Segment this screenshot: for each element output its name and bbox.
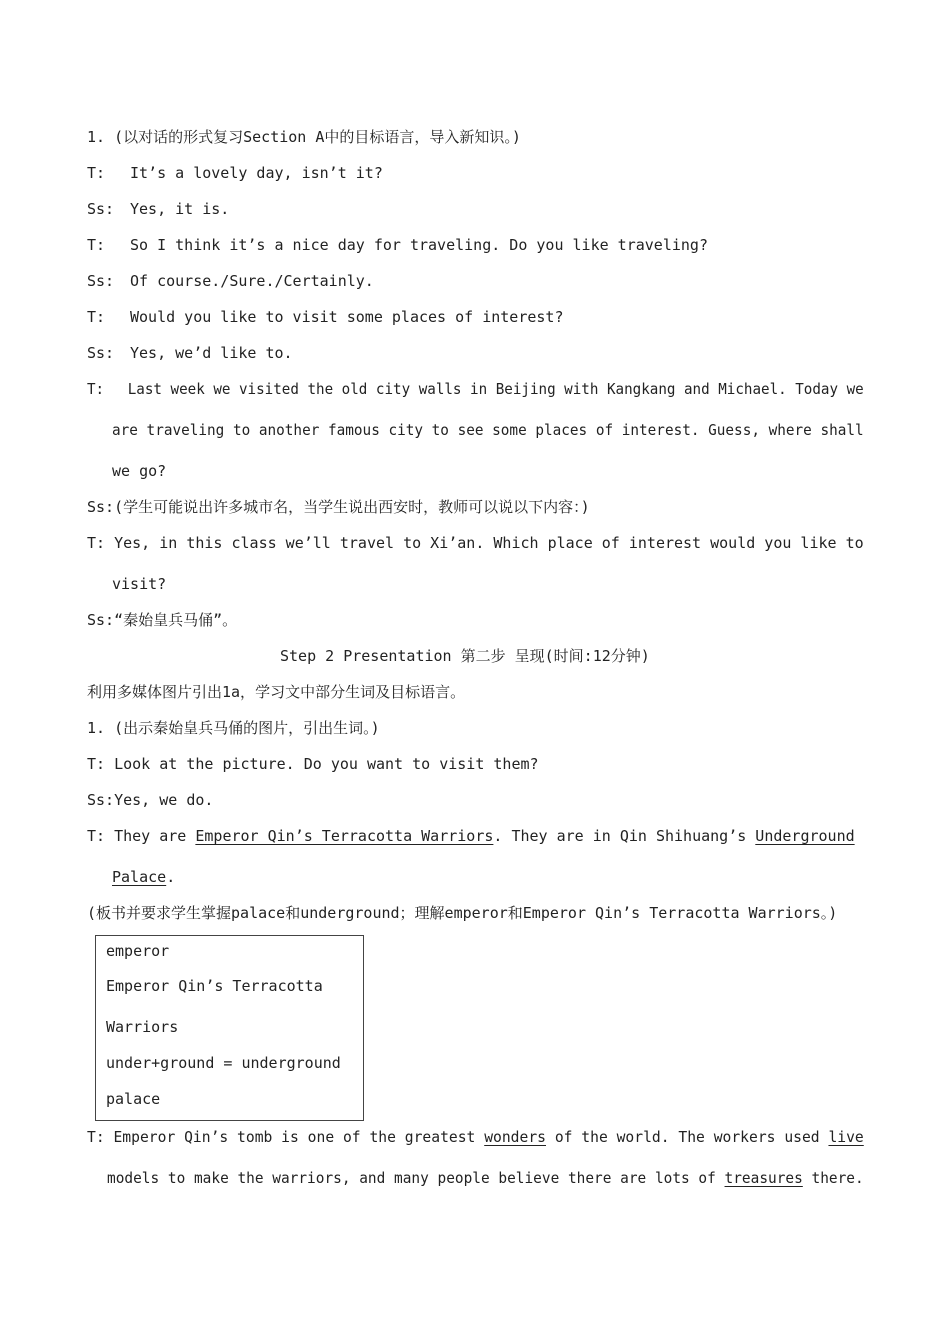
speaker-label: Ss: <box>87 272 115 290</box>
speaker-label: T: <box>87 308 106 326</box>
speaker-label: T: <box>87 236 106 254</box>
dialogue-continuation <box>107 1168 864 1188</box>
speaker-label: T: <box>87 164 106 182</box>
dialogue-line: Ss:Yes, we do. <box>87 791 214 809</box>
speaker-label: Ss: <box>87 344 115 362</box>
dialogue-text: Of course./Sure./Certainly. <box>130 272 374 290</box>
dialogue-text: there. <box>802 1169 864 1187</box>
blackboard-box <box>95 935 364 1121</box>
board-word: emperor <box>106 942 170 960</box>
review-instruction: 1. (以对话的形式复习Section A中的目标语言，导入新知识。) <box>87 128 521 146</box>
dialogue-line: T: Yes, in this class we’ll travel to Xi’an. Which place of interest would you like to <box>87 534 864 552</box>
dialogue-text: Last week we visited the old city walls in Beijing with Kangkang and Michael. Today we <box>127 380 864 398</box>
vocab-underlined: Palace <box>112 868 167 886</box>
step-heading: Step 2 Presentation 第二步 呈现(时间:12分钟) <box>280 647 650 665</box>
dialogue-text: Yes, we’d like to. <box>130 344 293 362</box>
dialogue-text: Yes, it is. <box>130 200 230 218</box>
dialogue-line <box>87 199 229 219</box>
board-word: Emperor Qin’s Terracotta <box>106 977 323 995</box>
dialogue-continuation: visit? <box>112 575 167 593</box>
dialogue-line <box>87 826 855 846</box>
dialogue-line: Ss:“秦始皇兵马俑”。 <box>87 611 238 629</box>
dialogue-text: . They are in Qin Shihuang’s <box>493 827 756 845</box>
speaker-label: T: <box>87 380 105 398</box>
vocab-underlined: Emperor Qin’s Terracotta Warriors <box>195 827 494 845</box>
dialogue-text: . <box>166 868 176 886</box>
dialogue-text: T: Emperor Qin’s tomb is one of the greatest <box>87 1128 485 1146</box>
dialogue-line <box>87 379 864 399</box>
vocab-underlined: treasures <box>724 1169 803 1187</box>
dialogue-line <box>87 235 708 255</box>
dialogue-line <box>87 1127 864 1147</box>
vocab-underlined: Underground <box>755 827 855 845</box>
dialogue-line <box>87 343 293 363</box>
dialogue-text: T: They are <box>87 827 196 845</box>
dialogue-continuation: we go? <box>112 462 167 480</box>
board-word: under+ground = underground <box>106 1054 341 1072</box>
dialogue-text: So I think it’s a nice day for traveling. Do you like traveling? <box>130 236 708 254</box>
vocab-underlined: wonders <box>484 1128 546 1146</box>
dialogue-text: Would you like to visit some places of interest? <box>130 308 564 326</box>
dialogue-text: models to make the warriors, and many people believe there are lots of <box>107 1169 725 1187</box>
dialogue-line: T: Look at the picture. Do you want to visit them? <box>87 755 539 773</box>
speaker-label: Ss: <box>87 200 115 218</box>
dialogue-text: of the world. The workers used <box>545 1128 829 1146</box>
teacher-note: Ss:(学生可能说出许多城市名，当学生说出西安时，教师可以说以下内容：) <box>87 498 590 516</box>
vocab-underlined: live <box>828 1128 864 1146</box>
dialogue-line <box>87 271 374 291</box>
dialogue-continuation <box>112 867 175 887</box>
board-word: palace <box>106 1090 161 1108</box>
dialogue-line <box>87 307 563 327</box>
board-word: Warriors <box>106 1018 179 1036</box>
step-instruction: 利用多媒体图片引出1a，学习文中部分生词及目标语言。 <box>87 683 466 701</box>
board-instruction: (板书并要求学生掌握palace和underground；理解emperor和Emperor Qin’s Terracotta Warriors。) <box>87 904 838 922</box>
step-instruction: 1. (出示秦始皇兵马俑的图片，引出生词。) <box>87 719 380 737</box>
dialogue-continuation: are traveling to another famous city to see some places of interest. Guess, where shall <box>112 421 864 439</box>
dialogue-text: It’s a lovely day, isn’t it? <box>130 164 383 182</box>
dialogue-line <box>87 163 383 183</box>
